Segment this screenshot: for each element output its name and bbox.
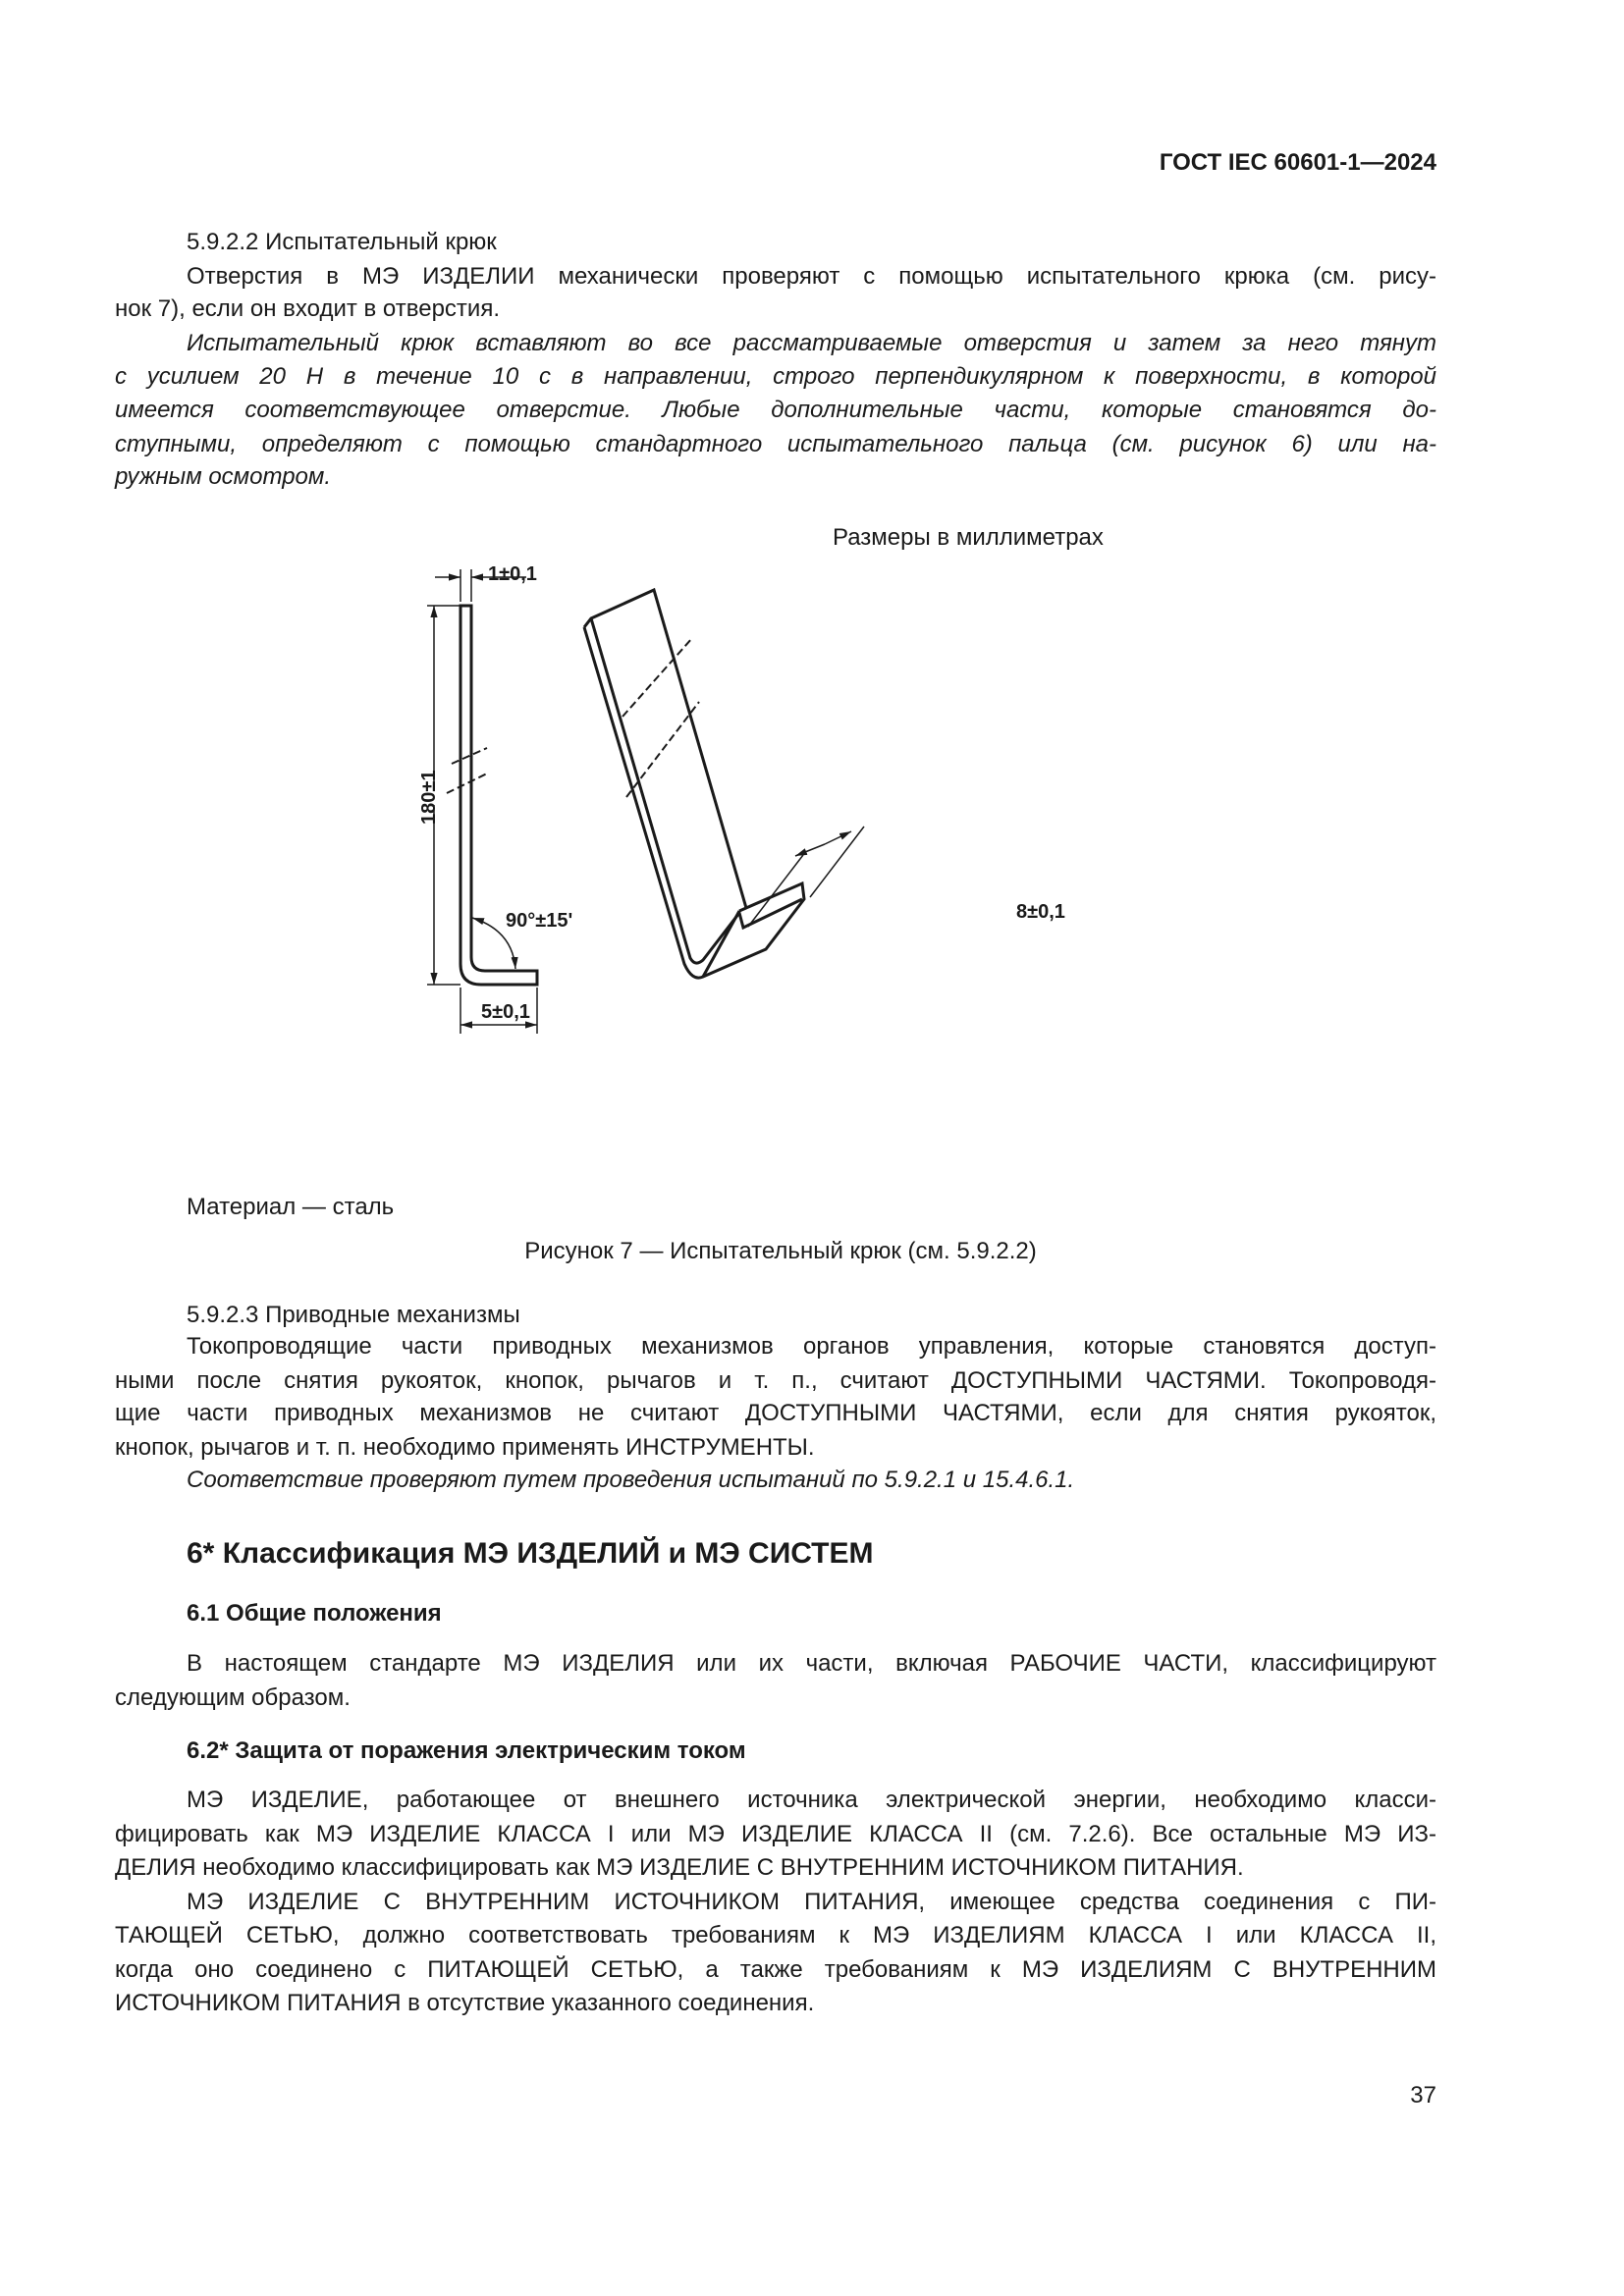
page-number: 37	[1410, 2082, 1436, 2109]
paragraph-line: Испытательный крюк вставляют во все рассматриваемые отверстия и затем за него тянут	[187, 330, 1436, 356]
paragraph-line: МЭ ИЗДЕЛИЕ, работающее от внешнего источника электрической энергии, необходимо класси-	[187, 1787, 1436, 1813]
paragraph-line: ными после снятия рукояток, кнопок, рычагов и т. п., считают ДОСТУПНЫМИ ЧАСТЯМИ. Токопроводя-	[115, 1367, 1436, 1394]
figure-caption: Рисунок 7 — Испытательный крюк (см. 5.9.2.2)	[524, 1238, 1037, 1264]
dim-length-label: 180±1	[418, 770, 440, 825]
paragraph-line: Отверстия в МЭ ИЗДЕЛИИ механически проверяют с помощью испытательного крюка (см. рису-	[187, 263, 1436, 290]
paragraph-line: В настоящем стандарте МЭ ИЗДЕЛИЯ или их части, включая РАБОЧИЕ ЧАСТИ, классифицируют	[187, 1650, 1436, 1677]
figure-units-note: Размеры в миллиметрах	[833, 524, 1104, 551]
figure-material-note: Материал — сталь	[187, 1194, 395, 1220]
paragraph-line: ТАЮЩЕЙ СЕТЬЮ, должно соответствовать требованиям к МЭ ИЗДЕЛИЯМ КЛАССА I или КЛАССА II,	[115, 1922, 1436, 1949]
paragraph-line: ступными, определяют с помощью стандартного испытательного пальца (см. рисунок 6) или на-	[115, 431, 1436, 457]
dim-thickness-label: 1±0,1	[488, 563, 537, 585]
document-header: ГОСТ IEC 60601-1—2024	[1159, 149, 1436, 176]
paragraph-line: фицировать как МЭ ИЗДЕЛИЕ КЛАССА I или МЭ ИЗДЕЛИЕ КЛАССА II (см. 7.2.6). Все остальные МЭ ИЗ-	[115, 1821, 1436, 1847]
dim-width-label: 8±0,1	[1016, 901, 1065, 923]
paragraph-line: Токопроводящие части приводных механизмов органов управления, которые становятся доступ-	[187, 1333, 1436, 1360]
paragraph-line: щие части приводных механизмов не считают ДОСТУПНЫМИ ЧАСТЯМИ, если для снятия рукояток,	[115, 1400, 1436, 1426]
section-heading-6: 6* Классификация МЭ ИЗДЕЛИЙ и МЭ СИСТЕМ	[187, 1537, 874, 1570]
width-dimension	[748, 827, 864, 927]
section-heading-5-9-2-2: 5.9.2.2 Испытательный крюк	[187, 229, 497, 255]
paragraph-line: ИСТОЧНИКОМ ПИТАНИЯ в отсутствие указанного соединения.	[115, 1990, 815, 2016]
paragraph-line: имеется соответствующее отверстие. Любые дополнительные части, которые становятся до-	[115, 397, 1436, 423]
paragraph-line: Соответствие проверяют путем проведения испытаний по 5.9.2.1 и 15.4.6.1.	[187, 1467, 1075, 1493]
section-heading-6-2: 6.2* Защита от поражения электрическим током	[187, 1737, 746, 1764]
paragraph-line: кнопок, рычагов и т. п. необходимо применять ИНСТРУМЕНТЫ.	[115, 1434, 815, 1461]
paragraph-line: МЭ ИЗДЕЛИЕ С ВНУТРЕННИМ ИСТОЧНИКОМ ПИТАНИЯ, имеющее средства соединения с ПИ-	[187, 1889, 1436, 1915]
paragraph-line: следующим образом.	[115, 1684, 351, 1711]
paragraph-line: нок 7), если он входит в отверстия.	[115, 295, 500, 322]
dim-angle-label: 90°±15'	[506, 910, 573, 932]
paragraph-line: с усилием 20 Н в течение 10 с в направлении, строго перпендикулярном к поверхности, в которой	[115, 363, 1436, 390]
dim-foot-label: 5±0,1	[481, 1001, 530, 1023]
section-heading-6-1: 6.1 Общие положения	[187, 1600, 442, 1627]
hook-perspective-view	[584, 590, 804, 978]
paragraph-line: когда оно соединено с ПИТАЮЩЕЙ СЕТЬЮ, а также требованиям к МЭ ИЗДЕЛИЯМ С ВНУТРЕННИМ	[115, 1956, 1436, 1983]
dimension-lines	[427, 569, 537, 1034]
paragraph-line: ружным осмотром.	[115, 463, 332, 490]
section-heading-5-9-2-3: 5.9.2.3 Приводные механизмы	[187, 1302, 520, 1328]
paragraph-line: ДЕЛИЯ необходимо классифицировать как МЭ ИЗДЕЛИЕ С ВНУТРЕННИМ ИСТОЧНИКОМ ПИТАНИЯ.	[115, 1854, 1244, 1881]
